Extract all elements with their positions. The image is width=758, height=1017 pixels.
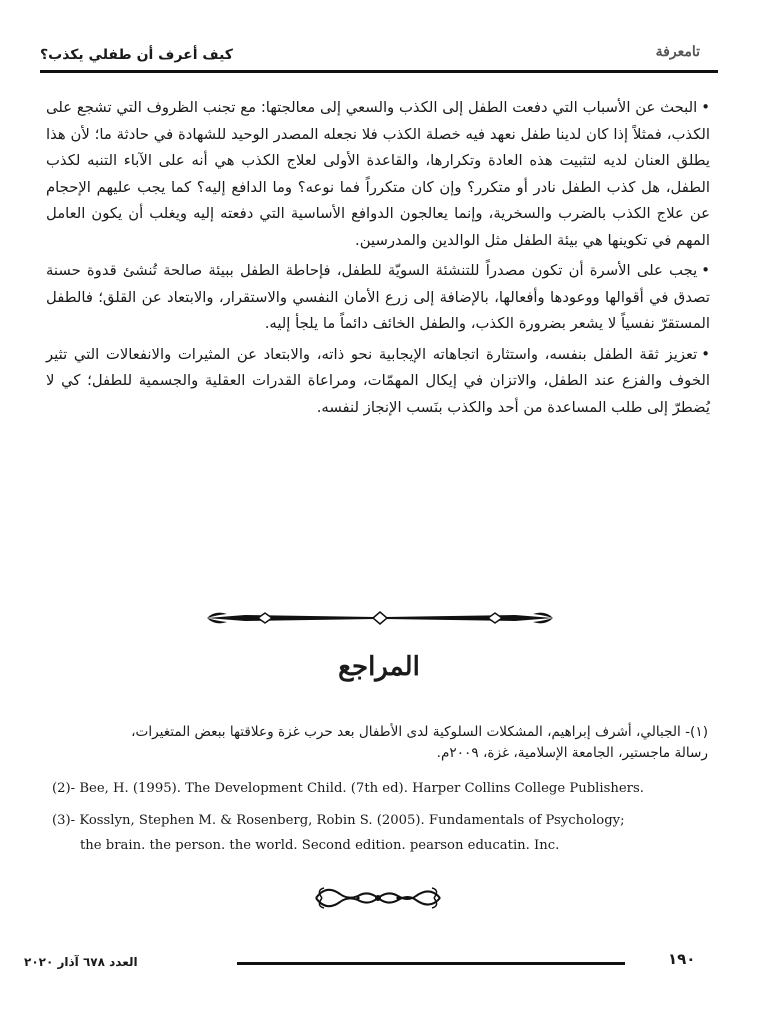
bullet-paragraph <box>46 95 710 254</box>
paragraph-text: البحث عن الأسباب التي دفعت الطفل إلى الكذب والسعي إلى معالجتها: مع تجنب الظروف التي تشجع على الكذب، فمثلاً إذا كان لدينا طفل نعهد فيه خصلة الكذب فلا نجعله المصدر الوحيد للشهادة في حادثة ما؛ لأن هذا يطلق العنان لديه لتثبيت هذه العادة وتكرارها، والقاعدة الأولى لعلاج الكذب هي أنه على الآباء التنبه لكذب الطفل، هل كذب الطفل نادر أو متكرر؟ وإن كان متكرراً فما نوعه؟ وما الدافع إليه؟ كما يجب عليهم الإحجام عن علاج الكذب بالضرب والسخرية، وإنما يعالجون الدوافع الأساسية التي دفعته إليه ويغلب أن يكون العامل المهم في تكوينها هي بيئة الطفل مثل الوالدين والمدرسين. <box>46 99 710 249</box>
footer-issue-info: العدد ٦٧٨ آذار ٢٠٢٠ <box>24 955 138 969</box>
paragraph-text: تعزيز ثقة الطفل بنفسه، واستثارة اتجاهاته الإيجابية نحو ذاته، والابتعاد عن المثيرات والانفعالات التي تثير الخوف والفزع عند الطفل، والاتزان في إيكال المهمّات، ومراعاة القدرات العقلية والجسمية للطفل؛ كي لا يُضطرّ إلى طلب المساعدة من أحد والكذب بنَسب الإنجاز لنفسه. <box>46 345 710 416</box>
reference-item <box>52 778 708 799</box>
article-body <box>46 95 710 425</box>
references-heading: المراجع <box>338 652 420 682</box>
paragraph-text: يجب على الأسرة أن تكون مصدراً للتنشئة السويّة للطفل، فإحاطة الطفل ببيئة صالحة تُنشئ قدوة حسنة تصدق في أقوالها ووعودها وأفعالها، بالإضافة إلى زرع الأمان النفسي والاستقرار، والابتعاد عن القلق؛ فالطفل المستقرّ نفسياً لا يشعر بضرورة الكذب، والطفل الخائف دائماً ما يلجأ إليه. <box>46 262 710 332</box>
reference-number: (١)- <box>685 724 708 740</box>
reference-text-continued: the brain. the person. the world. Second edition. pearson educatin. Inc. <box>80 838 560 853</box>
reference-text-continued: رسالة ماجستير، الجامعة الإسلامية، غزة، ٢٠٠٩م. <box>436 745 708 761</box>
reference-text: الجبالي، أشرف إبراهيم، المشكلات السلوكية لدى الأطفال بعد حرب غزة وعلاقتها ببعض المتغيرات، <box>131 724 681 740</box>
magazine-logo: تامعرفة <box>655 44 700 60</box>
header-divider <box>40 70 718 73</box>
bullet-icon: • <box>701 262 710 279</box>
page-header-title: كيف أعرف أن طفلي يكذب؟ <box>40 47 233 63</box>
footer-divider <box>237 962 625 965</box>
page-number: ١٩٠ <box>668 950 696 968</box>
reference-item <box>52 722 708 764</box>
bullet-paragraph <box>46 258 710 338</box>
bullet-paragraph <box>46 342 710 422</box>
reference-text: (2)- Bee, H. (1995). The Development Child. (7th ed). Harper Collins College Publishers. <box>52 781 644 796</box>
reference-item <box>52 808 708 858</box>
bullet-icon: • <box>701 345 710 363</box>
flourish-ornament-icon <box>312 880 444 916</box>
reference-text: (3)- Kosslyn, Stephen M. & Rosenberg, Robin S. (2005). Fundamentals of Psychology; <box>52 813 625 828</box>
bullet-icon: • <box>701 99 710 116</box>
ornament-divider-icon <box>205 606 555 630</box>
